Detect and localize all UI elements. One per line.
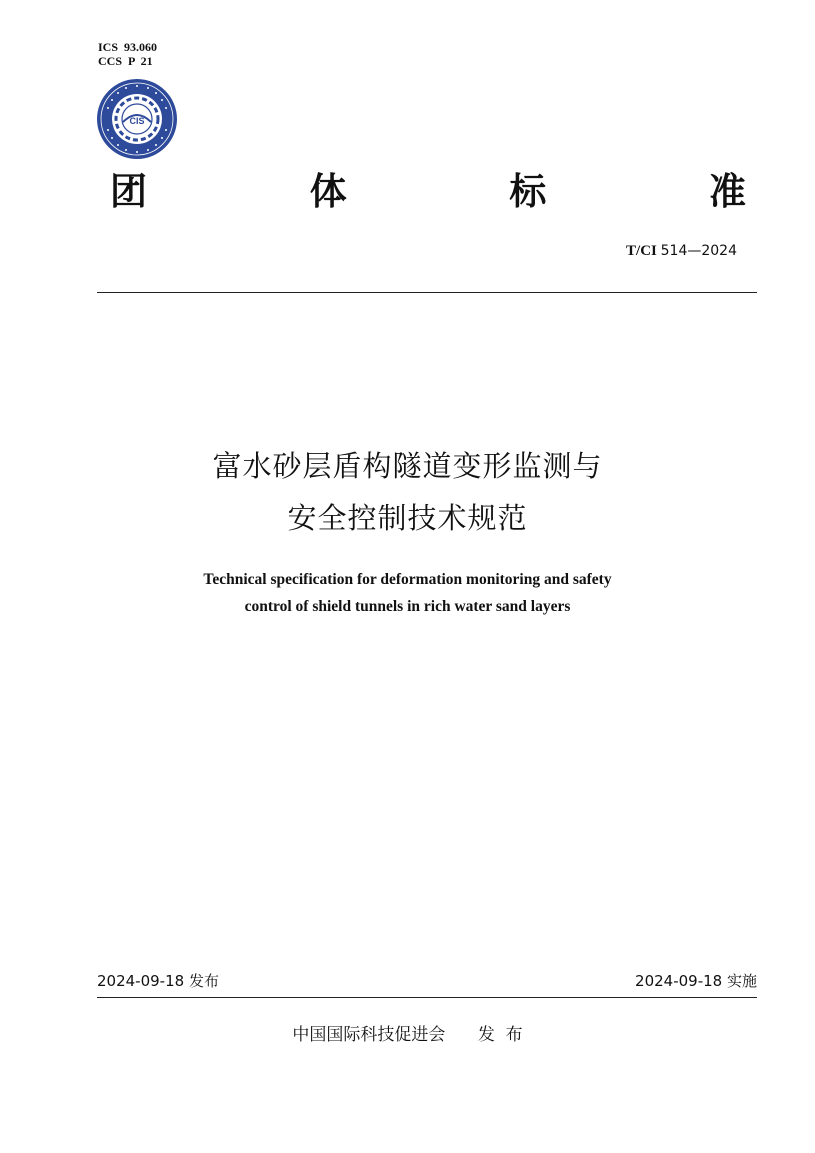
document-type-heading (110, 162, 746, 214)
publisher-action: 发 布 (477, 1025, 523, 1045)
english-title-line2: control of shield tunnels in rich water sand layers (244, 598, 571, 615)
ccs-code: CCS P 21 (98, 54, 153, 68)
publisher-name: 中国国际科技促进会 (292, 1025, 446, 1045)
doc-type-char: 体 (309, 170, 347, 213)
chinese-title-line2: 安全控制技术规范 (287, 501, 528, 535)
chinese-title-line1: 富水砂层盾构隧道变形监测与 (212, 449, 603, 483)
standard-code: 514—2024 (660, 243, 737, 259)
ics-code: ICS 93.060 (98, 40, 158, 54)
doc-type-char: 标 (509, 170, 547, 213)
logo-center-text: CIS (129, 116, 145, 126)
standard-number (626, 243, 737, 260)
cis-seal-icon (96, 78, 178, 160)
publisher-line (0, 1020, 815, 1045)
header-divider (97, 292, 757, 293)
doc-type-char: 准 (708, 170, 746, 213)
release-date: 2024-09-18 发布 (97, 972, 219, 990)
implementation-date: 2024-09-18 实施 (635, 972, 757, 990)
footer-divider (97, 997, 757, 998)
doc-type-char: 团 (110, 170, 147, 213)
english-title-line1: Technical specification for deformation monitoring and safety (203, 571, 612, 588)
standard-prefix: T/CI (626, 243, 657, 259)
classification-codes (98, 40, 157, 68)
